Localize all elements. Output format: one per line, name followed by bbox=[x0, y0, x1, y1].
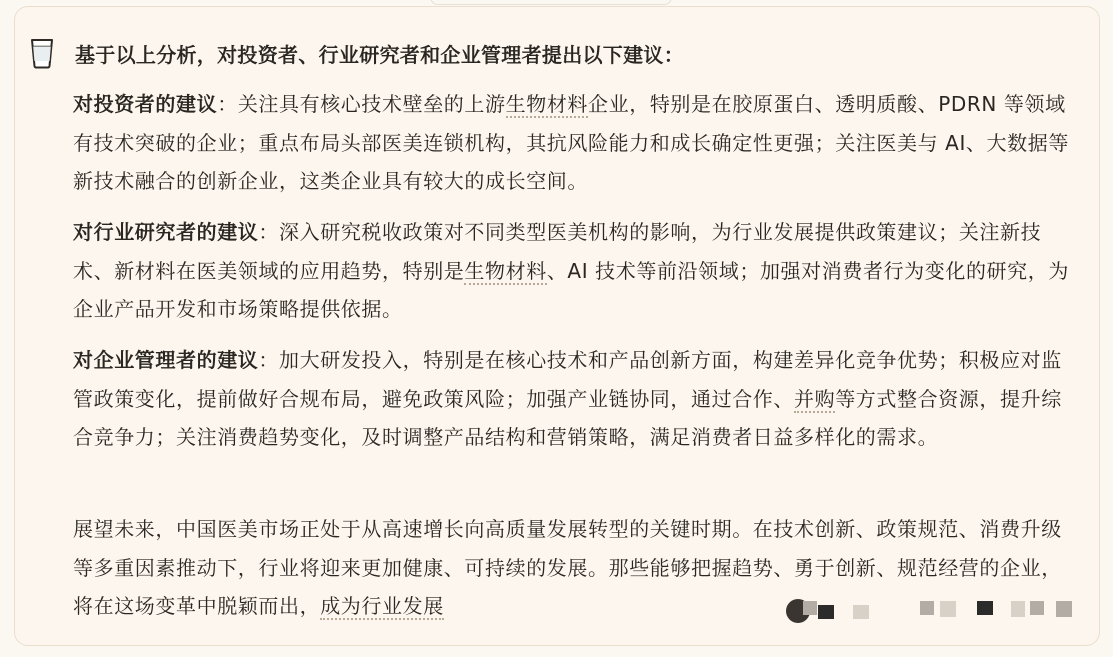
investor-advice-text-2: 企业，特别是在胶原蛋白、透明质酸、PDRN 等领域有技术突破的企业；重点布局头部医美连锁机构，其抗风险能力和成长确定性更强；关注医美与 AI、大数据等新技术融合的创新企业，这类企业具有较大的成长空间。 bbox=[73, 92, 1069, 193]
pixel-block bbox=[853, 605, 869, 619]
investor-advice-label: 对投资者的建议 bbox=[73, 92, 218, 116]
pixel-block bbox=[818, 605, 834, 619]
manager-advice-text-1: 加大研发投入，特别是在核心技术和产品创新方面，构建差异化竞争优势；积极应对监管政策变化，提前做好合规布局，避免政策风险；加强产业链协同，通过合作、 bbox=[73, 348, 1062, 411]
manager-advice-paragraph bbox=[73, 341, 1075, 457]
manager-advice-text-2: 等方式整合资源，提升综合竞争力；关注消费趋势变化，及时调整产品结构和营销策略，满足消费者日益多样化的需求。 bbox=[73, 386, 1062, 449]
researcher-advice-text-2: 、AI 技术等前沿领域；加强对消费者行为变化的研究，为企业产品开发和市场策略提供依据。 bbox=[73, 258, 1069, 321]
merger-term-link[interactable]: 并购 bbox=[794, 386, 836, 411]
outlook-text-2: 成为行业发展 bbox=[320, 594, 444, 618]
pixel-block bbox=[940, 601, 956, 617]
researcher-advice-text-1: 深入研究税收政策对不同类型医美机构的影响，为行业发展提供政策建议；关注新技术、新材料在医美领域的应用趋势，特别是 bbox=[73, 220, 1042, 283]
section-heading-row bbox=[29, 37, 684, 69]
pixel-block bbox=[977, 601, 993, 615]
response-card bbox=[14, 6, 1100, 646]
pixel-block bbox=[1011, 601, 1025, 617]
biomaterial-term-link[interactable]: 生物材料 bbox=[464, 258, 547, 283]
top-tab-edge bbox=[430, 0, 672, 5]
outlook-text-1: 展望未来，中国医美市场正处于从高速增长向高质量发展转型的关键时期。在技术创新、政策规范、消费升级等多重因素推动下，行业将迎来更加健康、可持续的发展。那些能够把握趋势、勇于创新、规范经营的企业，将在这场变革中脱颖而出， bbox=[73, 517, 1062, 618]
manager-advice-sep: ： bbox=[258, 348, 280, 372]
investor-advice-paragraph bbox=[73, 85, 1075, 201]
cup-icon bbox=[29, 37, 55, 69]
biomaterial-term-link[interactable]: 生物材料 bbox=[505, 92, 589, 116]
manager-advice-label: 对企业管理者的建议 bbox=[73, 348, 259, 372]
pixel-block bbox=[803, 601, 817, 615]
investor-advice-text-1: 关注具有核心技术壁垒的上游 bbox=[237, 92, 506, 116]
pixel-block bbox=[1056, 601, 1072, 617]
pixel-block bbox=[920, 601, 934, 615]
pixel-block bbox=[1030, 601, 1044, 615]
investor-advice-sep: ： bbox=[217, 92, 238, 116]
section-heading: 基于以上分析，对投资者、行业研究者和企业管理者提出以下建议： bbox=[75, 42, 684, 67]
researcher-advice-sep: ： bbox=[258, 220, 280, 244]
researcher-advice-paragraph bbox=[73, 213, 1075, 329]
researcher-advice-label: 对行业研究者的建议 bbox=[73, 220, 259, 244]
